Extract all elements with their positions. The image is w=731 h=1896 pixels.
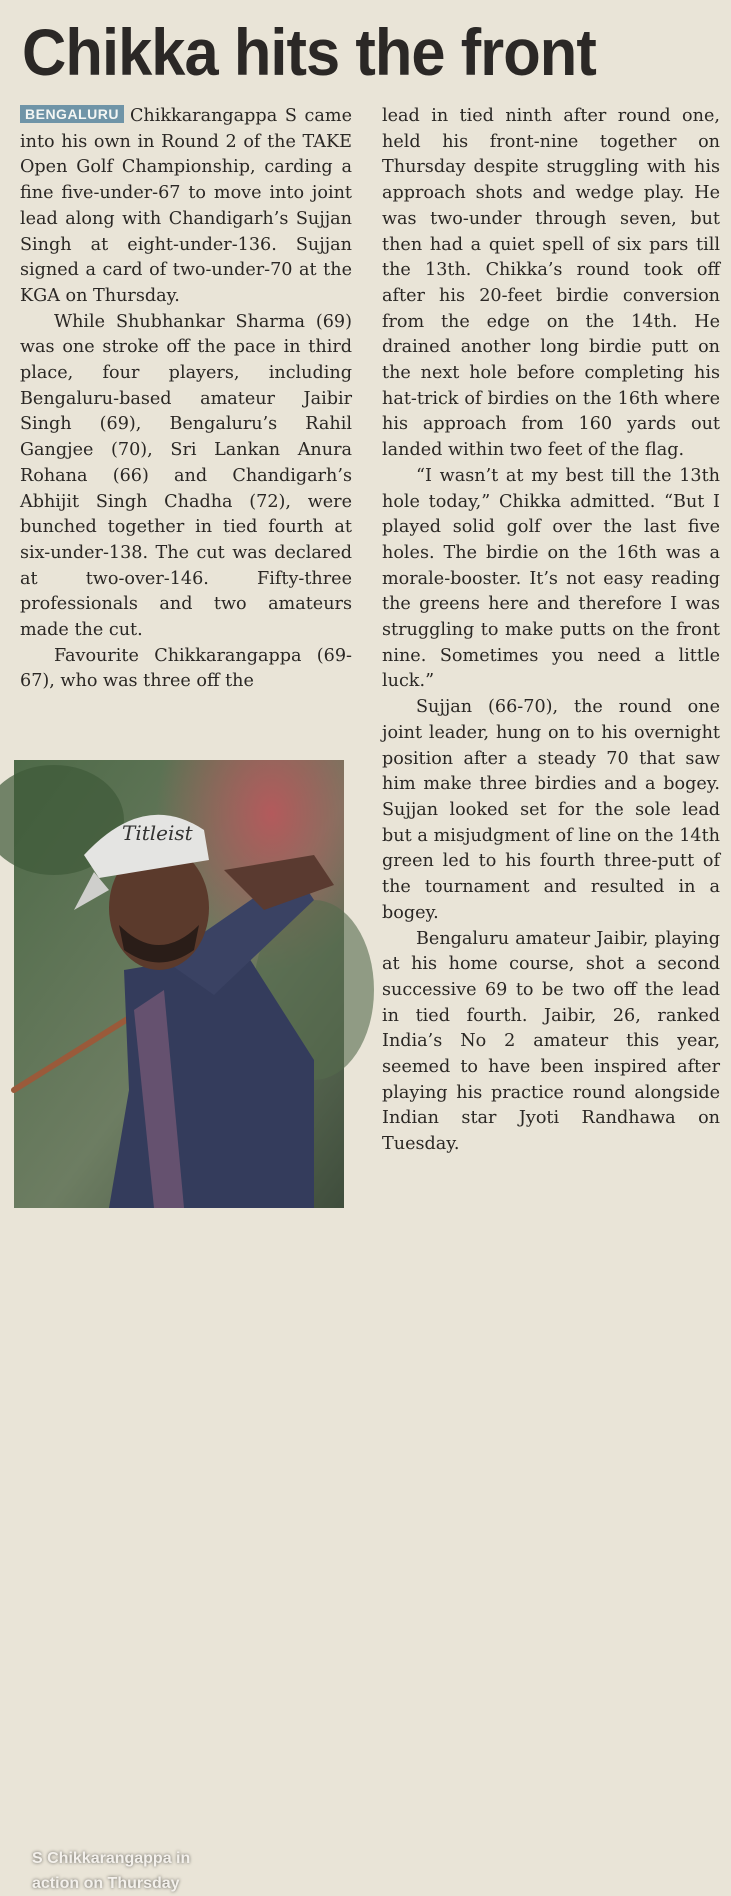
dateline-badge: BENGALURU xyxy=(20,105,124,123)
paragraph-3-continued: lead in tied ninth after round one, held his front-nine together on Thursday despite struggling with his approach shots and wedge play. He was two-under through seven, but then had a quiet spell of six pars till the 13th. Chikka’s round took off after his 20-feet birdie conversion from the edge on the 14th. He drained another long birdie putt on the next hole before completing his hat-trick of birdies on the 16th where his approach from 160 yards out landed within two feet of the flag. xyxy=(382,106,720,461)
headline: Chikka hits the front xyxy=(22,15,596,89)
golfer-illustration xyxy=(14,760,344,1208)
paragraph-1 xyxy=(20,104,352,310)
paragraph-quote: “I wasn’t at my best till the 13th hole today,” Chikka admitted. “But I played solid golf over the last five holes. The birdie on the 16th was a morale-booster. It’s not easy reading the greens here and therefore I was struggling to make putts on the front nine. Sometimes you need a little luck.” xyxy=(382,465,720,692)
cap-logo: Titleist xyxy=(122,821,193,845)
photo-caption: S Chikkarangappa in action on Thursday xyxy=(32,1850,191,1892)
article-column-right xyxy=(382,104,720,1158)
golfer-photo xyxy=(14,760,344,1892)
paragraph-jaibir: Bengaluru amateur Jaibir, playing at his home course, shot a second successive 69 to be two off the lead in tied fourth. Jaibir, 26, ranked India’s No 2 amateur this year, seemed to have been inspired after playing his practice round alongside Indian star Jyoti Randhawa on Tuesday. xyxy=(382,928,720,1155)
paragraph-1-text: Chikkarangappa S came into his own in Round 2 of the TAKE Open Golf Championship, carding a fine five-under-67 to move into joint lead along with Chandigarh’s Sujjan Singh at eight-under-136. Sujjan signed a card of two-under-70 at the KGA on Thursday. xyxy=(20,106,352,306)
paragraph-3: Favourite Chikkarangappa (69-67), who was three off the xyxy=(20,645,352,692)
article-column-left xyxy=(20,104,352,695)
paragraph-sujjan: Sujjan (66-70), the round one joint leader, hung on to his overnight position after a steady 70 that saw him make three birdies and a bogey. Sujjan looked set for the sole lead but a misjudgment of line on the 14th green led to his fourth three-putt of the tournament and resulted in a bogey. xyxy=(382,697,720,923)
paragraph-2: While Shubhankar Sharma (69) was one stroke off the pace in third place, four players, including Bengaluru-based amateur Jaibir Singh (69), Bengaluru’s Rahil Gangjee (70), Sri Lankan Anura Rohana (66) and Chandigarh’s Abhijit Singh Chadha (72), were bunched together in tied fourth at six-under-138. The cut was declared at two-over-146. Fifty-three professionals and two amateurs made the cut. xyxy=(20,311,352,641)
